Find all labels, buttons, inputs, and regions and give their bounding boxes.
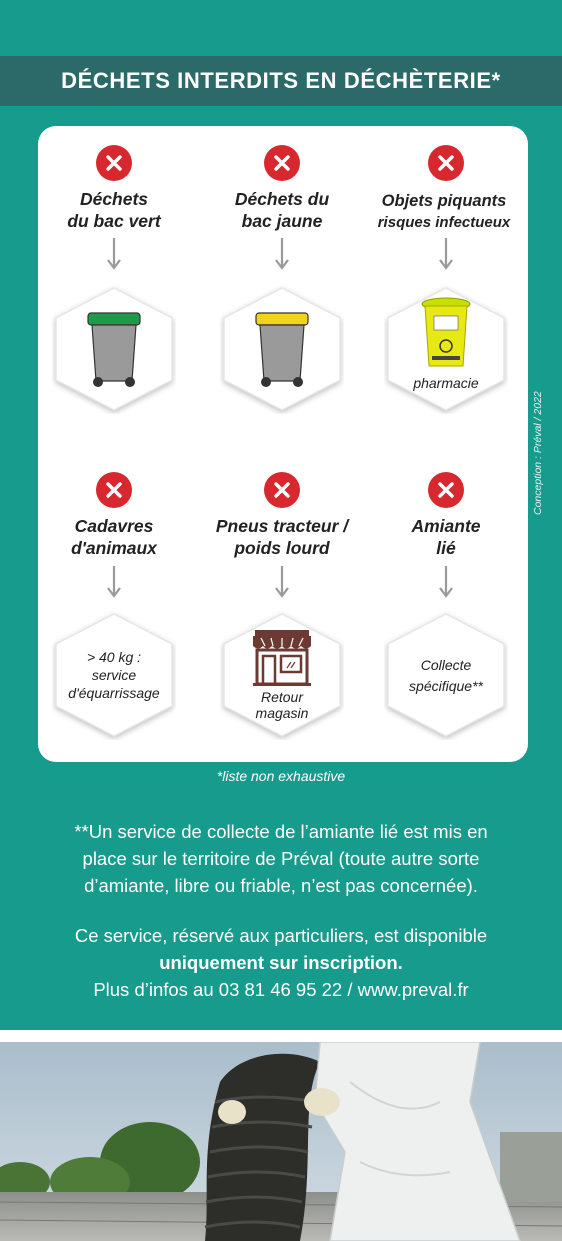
info-bold: uniquement sur inscription. <box>159 952 403 973</box>
asbestos-removal-photo <box>0 1042 562 1241</box>
hex-caption: Retour <box>260 689 304 705</box>
page-title: DÉCHETS INTERDITS EN DÉCHÈTERIE* <box>61 68 501 93</box>
hexagon-sharps <box>384 284 508 414</box>
down-arrow-icon <box>107 566 121 598</box>
hex-caption: magasin <box>255 705 309 721</box>
footnote: *liste non exhaustive <box>216 768 346 784</box>
hex-caption: spécifique** <box>409 677 483 694</box>
item-label-yellow-bin: Déchets du bac jaune <box>234 189 330 231</box>
shop-icon <box>251 628 313 688</box>
down-arrow-icon <box>275 566 289 598</box>
hexagon-animals <box>52 610 176 740</box>
forbidden-x-icon <box>428 472 464 508</box>
yellow-bin-icon <box>252 309 312 389</box>
forbidden-x-icon <box>96 145 132 181</box>
item-label-sharps: Objets piquants risques infectueux <box>377 192 511 231</box>
hex-caption: service <box>91 667 137 683</box>
info-paragraph-1: **Un service de collecte de l’amiante lié est mis en place sur le territoire de Préval (toute autre sorte d’amiante, libre ou friable, n’est pas concernée). <box>74 821 488 896</box>
forbidden-x-icon <box>264 472 300 508</box>
green-bin-icon <box>84 309 144 389</box>
info-paragraph-2: Ce service, réservé aux particuliers, est disponible uniquement sur inscription. Plus d’infos au 03 81 46 95 22 / www.preval.fr <box>30 922 532 1003</box>
item-label-tyres: Pneus tracteur / poids lourd <box>215 516 349 558</box>
design-credit: Conception : Préval / 2022 <box>532 391 544 515</box>
hex-caption: d'équarrissage <box>68 685 160 701</box>
item-label-asbestos: Amiante lié <box>411 516 481 558</box>
sharps-container-icon <box>419 296 473 370</box>
title-bar <box>0 56 562 106</box>
hexagon-asbestos <box>384 610 508 740</box>
hex-caption: > 40 kg : <box>86 649 142 665</box>
down-arrow-icon <box>275 238 289 270</box>
item-label-green-bin: Déchets du bac vert <box>67 189 161 231</box>
down-arrow-icon <box>439 238 453 270</box>
hexagon-green-bin <box>52 284 176 414</box>
forbidden-x-icon <box>264 145 300 181</box>
down-arrow-icon <box>107 238 121 270</box>
item-label-animals: Cadavres d'animaux <box>71 516 157 558</box>
forbidden-waste-card <box>38 126 528 762</box>
hexagon-yellow-bin <box>220 284 344 414</box>
down-arrow-icon <box>439 566 453 598</box>
contact-line: Plus d’infos au 03 81 46 95 22 / www.preval.fr <box>93 979 469 1000</box>
forbidden-x-icon <box>96 472 132 508</box>
hex-caption: pharmacie <box>413 375 479 391</box>
forbidden-x-icon <box>428 145 464 181</box>
hex-caption: Collecte <box>420 656 472 673</box>
hexagon-tyres <box>220 610 344 740</box>
